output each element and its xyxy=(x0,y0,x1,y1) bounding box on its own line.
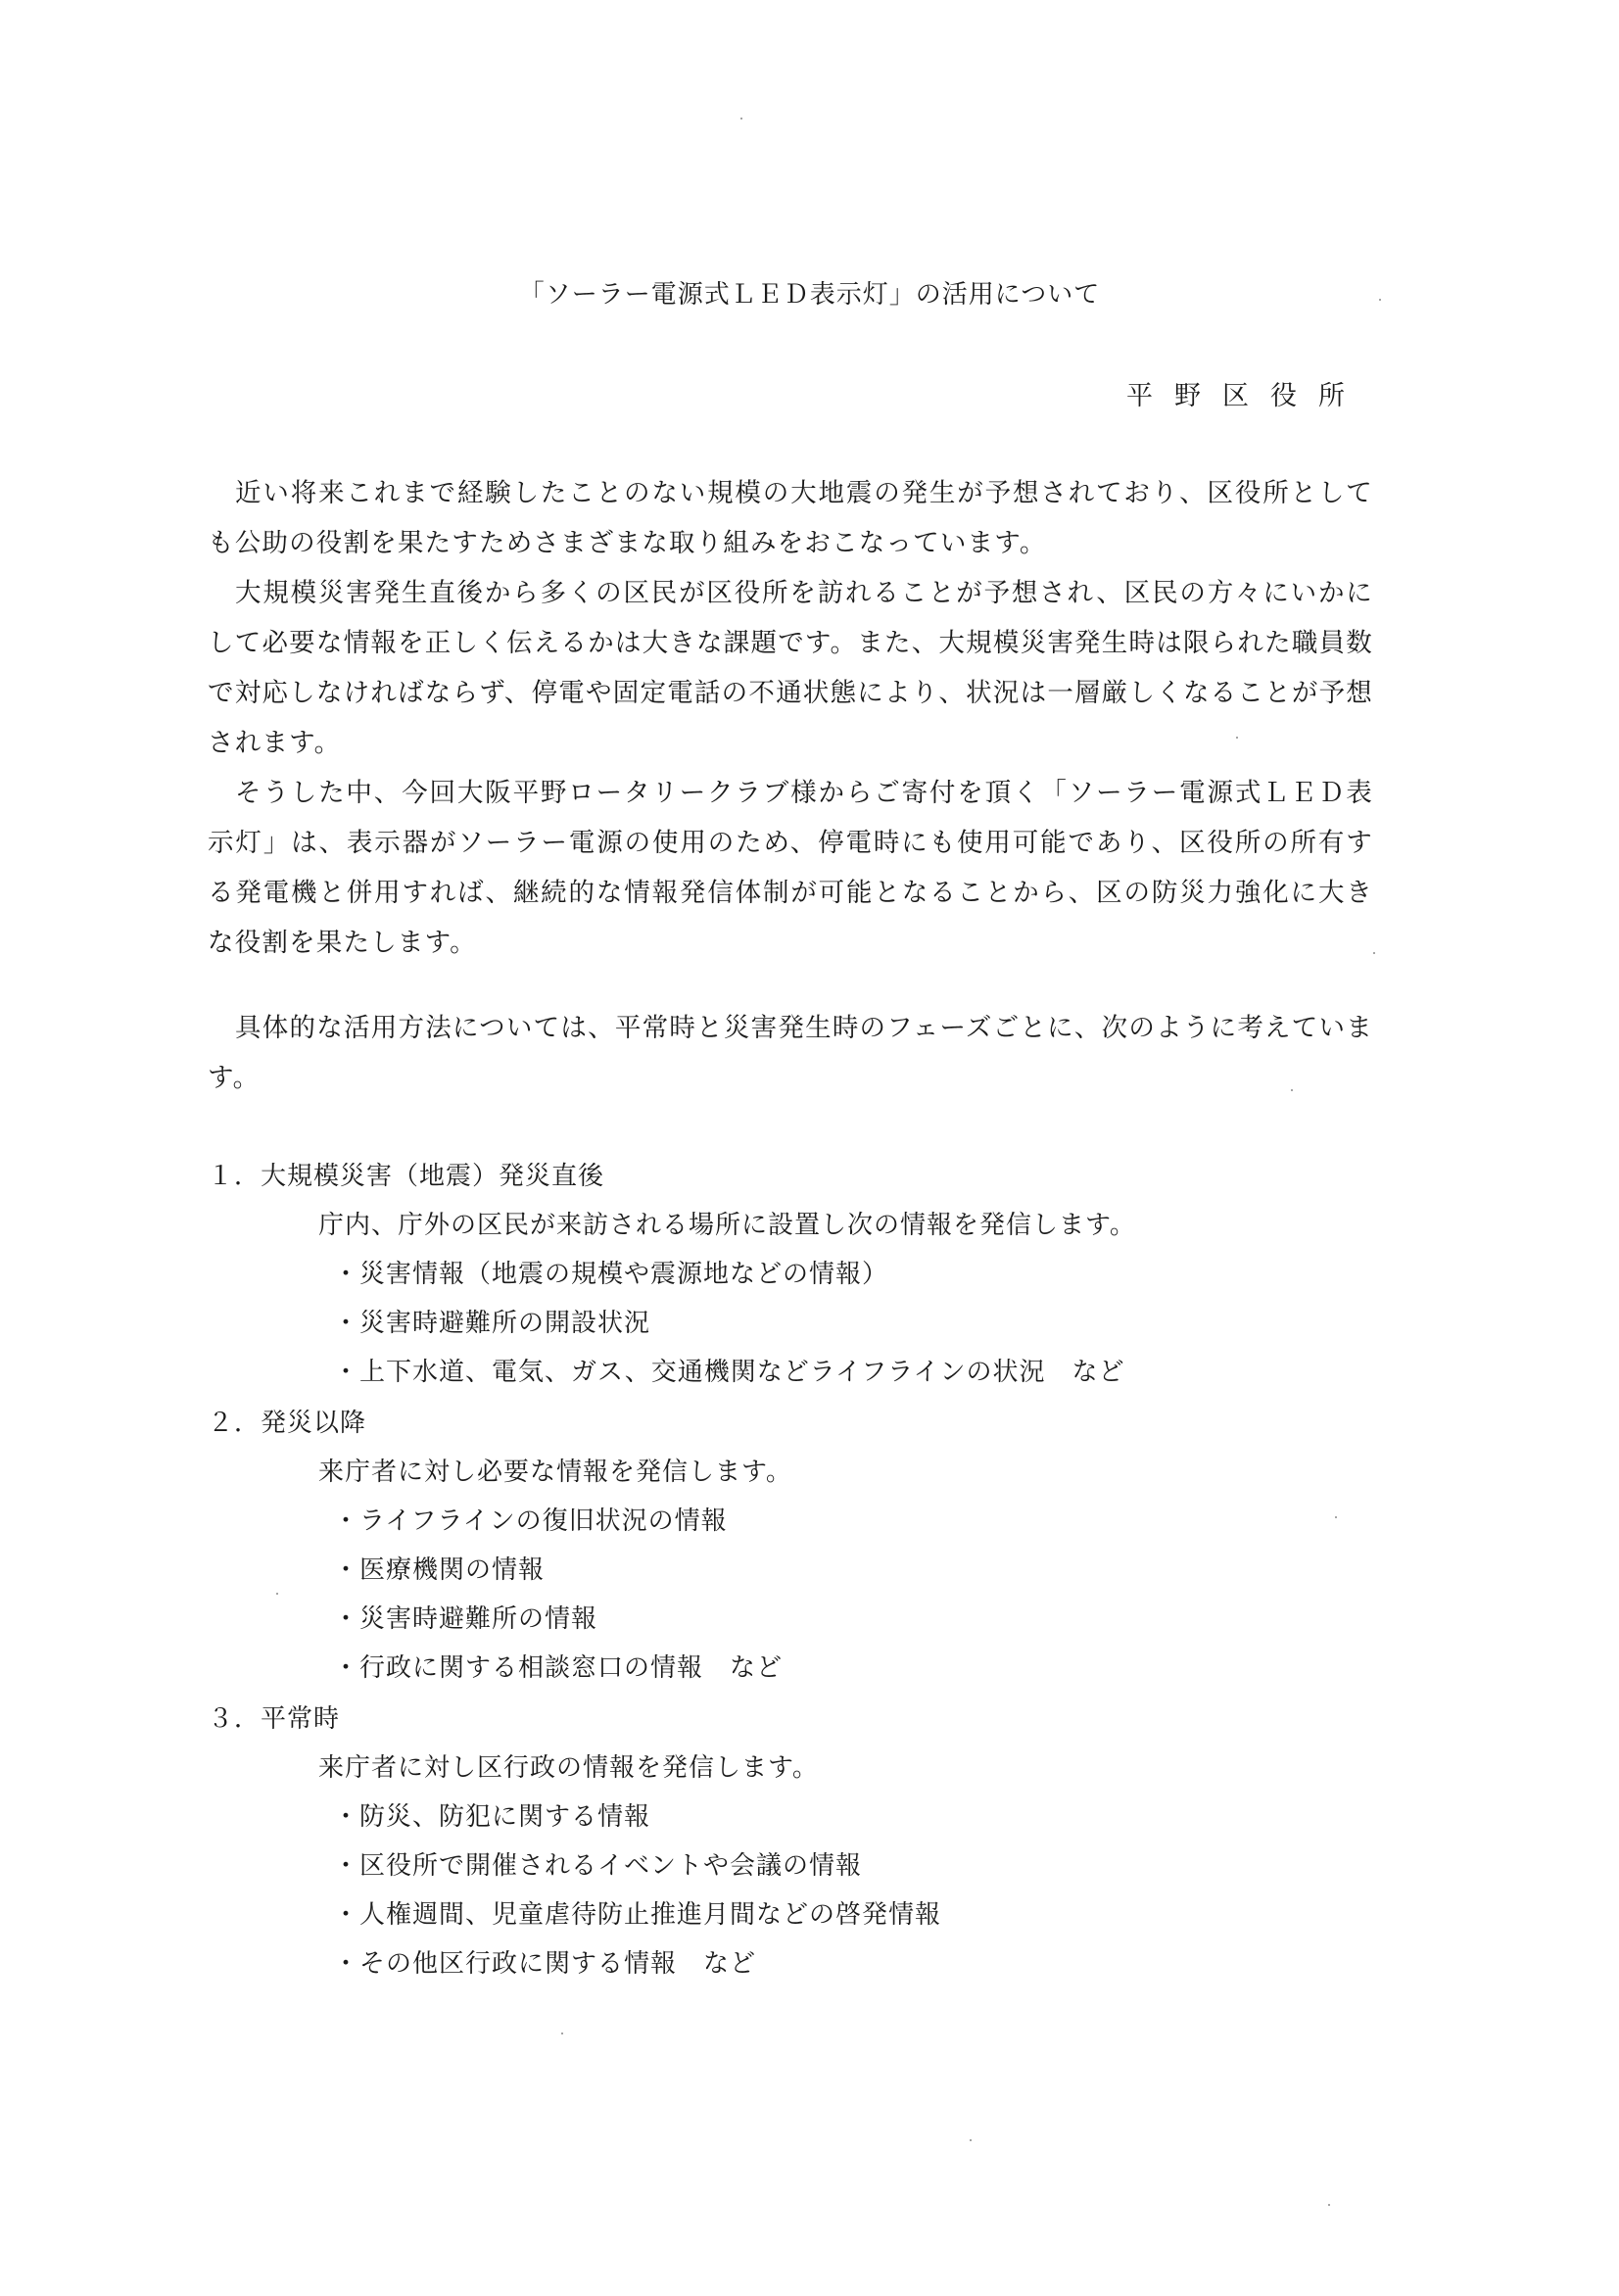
document-title: 「ソーラー電源式ＬＥＤ表示灯」の活用について xyxy=(518,280,1101,310)
list-item: ・ 災害時避難所の開設状況 xyxy=(333,1299,1136,1348)
scan-speck xyxy=(1291,1089,1293,1091)
scan-speck xyxy=(970,2139,972,2141)
section-heading: ３．平常時 xyxy=(208,1704,341,1734)
intro-text xyxy=(208,468,1373,968)
scan-speck xyxy=(1373,952,1375,954)
issuing-organization: 平野区役所 xyxy=(1126,381,1366,411)
list-item: ・ その他区行政に関する情報 など xyxy=(333,1939,941,1988)
list-item: ・ 災害情報（地震の規模や震源地などの情報） xyxy=(333,1250,1136,1299)
scan-speck xyxy=(740,118,742,120)
list-item: ・ 上下水道、電気、ガス、交通機関などライフラインの状況 など xyxy=(333,1348,1136,1397)
section-heading: １．大規模災害（地震）発災直後 xyxy=(208,1162,605,1191)
section-heading: ２．発災以降 xyxy=(208,1409,367,1438)
section-disaster-immediate xyxy=(208,1152,1136,1397)
intro-paragraph: 大規模災害発生直後から多くの区民が区役所を訪れることが予想され、区民の方々にいかにして必要な情報を正しく伝えるかは大きな課題です。また、大規模災害発生時は限られた職員数で対応しなければならず、停電や固定電話の不通状態により、状況は一層厳しくなることが予想されます。 xyxy=(208,578,1373,758)
section-item-list xyxy=(208,1497,792,1693)
scan-speck xyxy=(1236,737,1238,739)
section-item-list xyxy=(208,1250,1136,1397)
intro-paragraph: 近い将来これまで経験したことのない規模の大地震の発生が予想されており、区役所としても公助の役割を果たすためさまざまな取り組みをおこなっています。 xyxy=(208,478,1373,558)
list-item: ・ 災害時避難所の情報 xyxy=(333,1595,792,1644)
intro-paragraph: そうした中、今回大阪平野ロータリークラブ様からご寄付を頂く「ソーラー電源式ＬＥＤ表示灯」は、表示器がソーラー電源の使用のため、停電時にも使用可能であり、区役所の所有する発電機と併用すれば、継続的な情報発信体制が可能となることから、区の防災力強化に大きな役割を果たします。 xyxy=(208,778,1373,958)
section-lead: 来庁者に対し区行政の情報を発信します。 xyxy=(318,1753,819,1783)
list-item: ・ 区役所で開催されるイベントや会議の情報 xyxy=(333,1842,941,1890)
scan-speck xyxy=(561,2033,563,2034)
scan-speck xyxy=(1335,1516,1337,1518)
usage-intro-text xyxy=(208,1003,1373,1103)
section-lead: 庁内、庁外の区民が来訪される場所に設置し次の情報を発信します。 xyxy=(318,1211,1136,1240)
list-item: ・ 医療機関の情報 xyxy=(333,1546,792,1595)
scan-speck xyxy=(276,1593,278,1595)
scan-speck xyxy=(1328,2204,1330,2206)
usage-intro-paragraph: 具体的な活用方法については、平常時と災害発生時のフェーズごとに、次のように考えています。 xyxy=(208,1013,1373,1093)
section-item-list xyxy=(208,1793,941,1988)
list-item: ・ 防災、防犯に関する情報 xyxy=(333,1793,941,1842)
section-after-disaster xyxy=(208,1399,792,1693)
list-item: ・ 行政に関する相談窓口の情報 など xyxy=(333,1644,792,1693)
section-lead: 来庁者に対し必要な情報を発信します。 xyxy=(318,1458,792,1487)
section-normal-times xyxy=(208,1695,941,1988)
list-item: ・ 人権週間、児童虐待防止推進月間などの啓発情報 xyxy=(333,1890,941,1939)
scan-speck xyxy=(1379,299,1381,301)
list-item: ・ ライフラインの復旧状況の情報 xyxy=(333,1497,792,1546)
